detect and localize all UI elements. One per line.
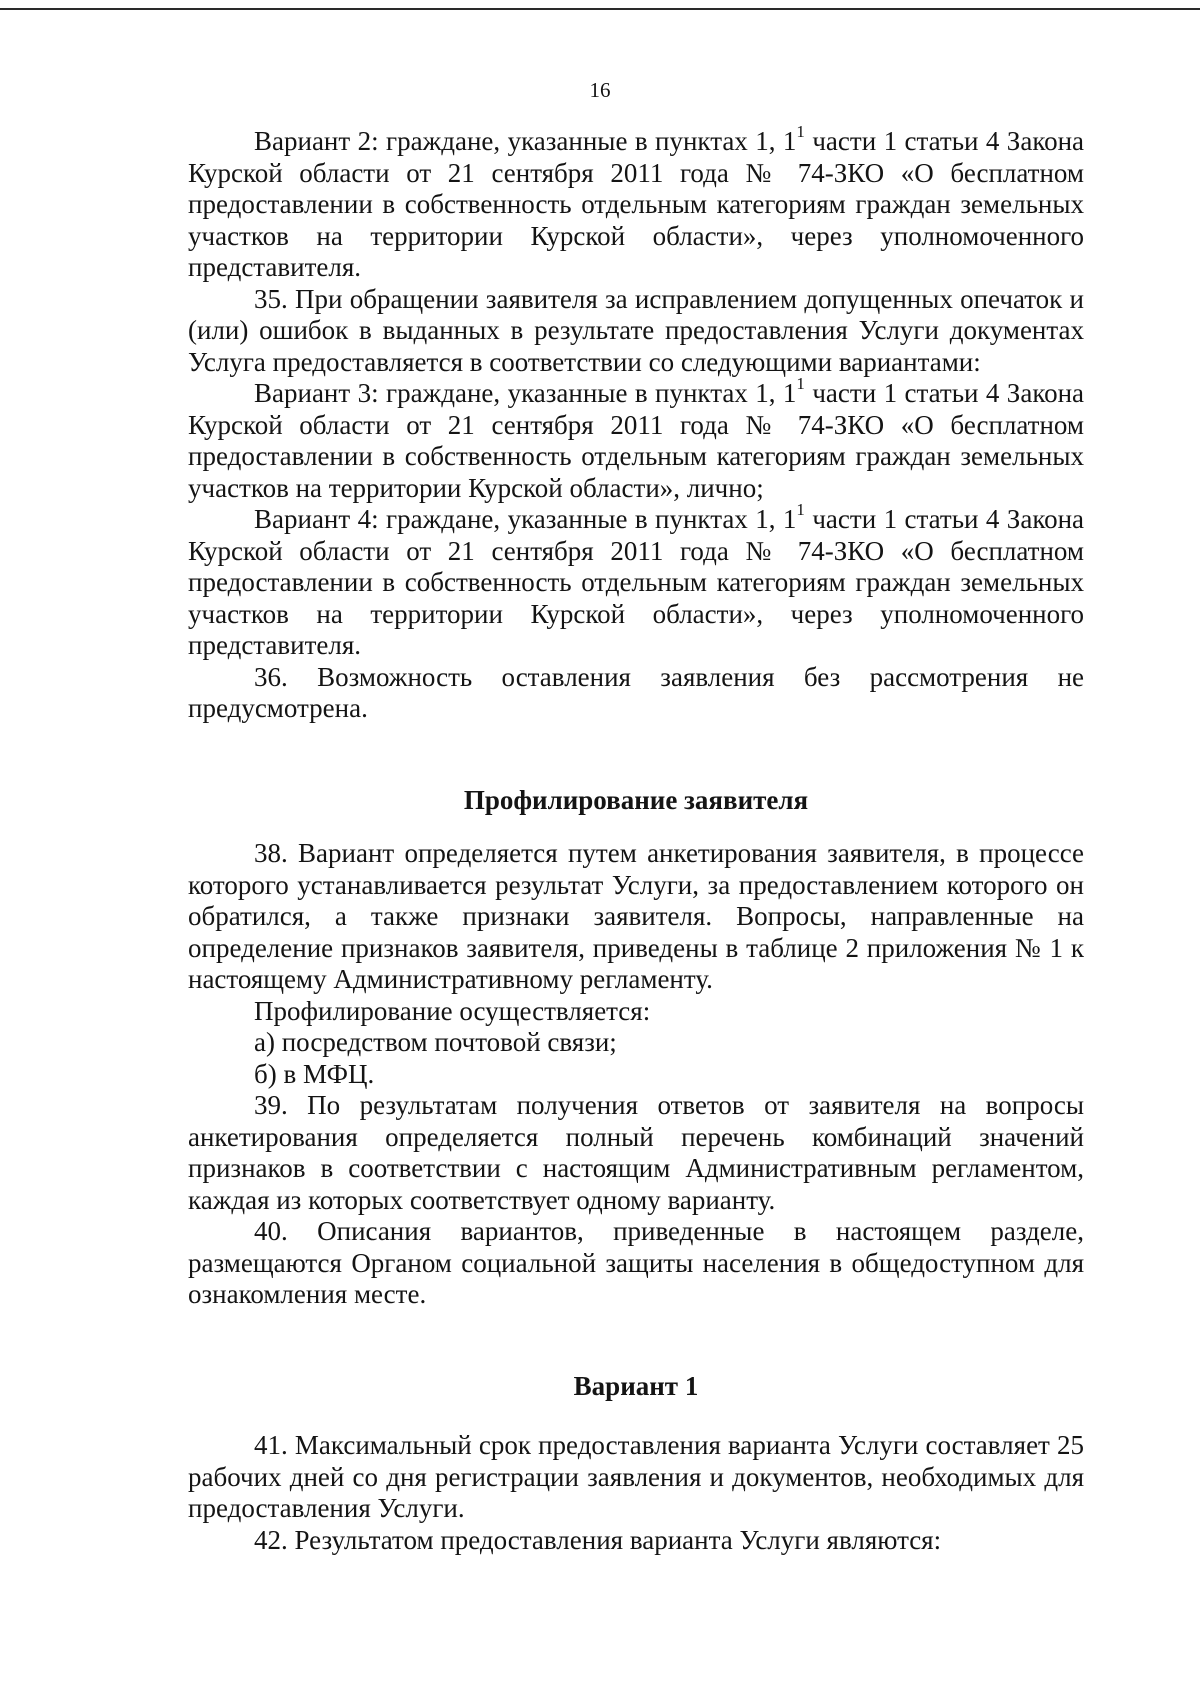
paragraph-41: 41. Максимальный срок предоставления варианта Услуги составляет 25 рабочих дней со дня регистрации заявления и документов, необходимых для предоставления Услуги. bbox=[188, 1430, 1084, 1523]
paragraph-variant-4 bbox=[188, 500, 1084, 662]
paragraph-text: Вариант 3: граждане, указанные в пунктах 1, 1 bbox=[254, 378, 797, 408]
section-heading-variant-1: Вариант 1 bbox=[573, 1370, 699, 1401]
list-item-b: б) в МФЦ. bbox=[254, 1058, 375, 1089]
paragraph-39: 39. По результатам получения ответов от заявителя на вопросы анкетирования определяется полный перечень комбинаций значений признаков в соответствии с настоящим Административным регламентом, каждая из которых соответствует одному варианту. bbox=[188, 1090, 1084, 1215]
section-heading-profiling: Профилирование заявителя bbox=[463, 784, 809, 815]
scan-border-line bbox=[0, 8, 1200, 10]
paragraph-38: 38. Вариант определяется путем анкетирования заявителя, в процессе которого устанавливается результат Услуги, за предоставлением которого он обратился, а также признаки заявителя. Вопросы, направленные на определение признаков заявителя, приведены в таблице 2 приложения № 1 к настоящему Административному регламенту. bbox=[188, 838, 1084, 994]
list-item-a: а) посредством почтовой связи; bbox=[254, 1027, 617, 1057]
paragraph-variant-2 bbox=[188, 122, 1084, 284]
paragraph-36: 36. Возможность оставления заявления без рассмотрения не предусмотрена. bbox=[188, 661, 1084, 723]
paragraph-variant-3 bbox=[188, 374, 1084, 504]
paragraph-text: Вариант 2: граждане, указанные в пунктах 1, 1 bbox=[254, 126, 797, 156]
paragraph-text: части 1 статьи 4 Закона Курской области от 21 сентября 2011 года № 74-ЗКО «О бесплатном предоставлении в собственность отдельным категориям граждан земельных участков на территории Курской области», через уполномоченного представителя. bbox=[188, 126, 1084, 282]
paragraph-profiling-intro: Профилирование осуществляется: bbox=[254, 995, 651, 1026]
superscript: 1 bbox=[796, 122, 805, 141]
paragraph-text: части 1 статьи 4 Закона Курской области от 21 сентября 2011 года № 74-ЗКО «О бесплатном предоставлении в собственность отдельным категориям граждан земельных участков на территории Курской области», лично; bbox=[188, 378, 1084, 503]
paragraph-text: части 1 статьи 4 Закона Курской области от 21 сентября 2011 года № 74-ЗКО «О бесплатном предоставлении в собственность отдельным категориям граждан земельных участков на территории Курской области», через уполномоченного представителя. bbox=[188, 504, 1084, 660]
paragraph-42: 42. Результатом предоставления варианта Услуги являются: bbox=[254, 1524, 942, 1555]
superscript: 1 bbox=[796, 500, 805, 519]
document-body bbox=[188, 122, 1084, 1556]
superscript: 1 bbox=[796, 374, 805, 393]
paragraph-text: Вариант 4: граждане, указанные в пунктах 1, 1 bbox=[254, 504, 797, 534]
page-number: 16 bbox=[589, 78, 611, 102]
paragraph-35: 35. При обращении заявителя за исправлением допущенных опечаток и (или) ошибок в выданных в результате предоставления Услуги документах Услуга предоставляется в соответствии со следующими вариантами: bbox=[188, 283, 1084, 377]
paragraph-40: 40. Описания вариантов, приведенные в настоящем разделе, размещаются Органом социальной защиты населения в общедоступном для ознакомления месте. bbox=[188, 1216, 1084, 1309]
